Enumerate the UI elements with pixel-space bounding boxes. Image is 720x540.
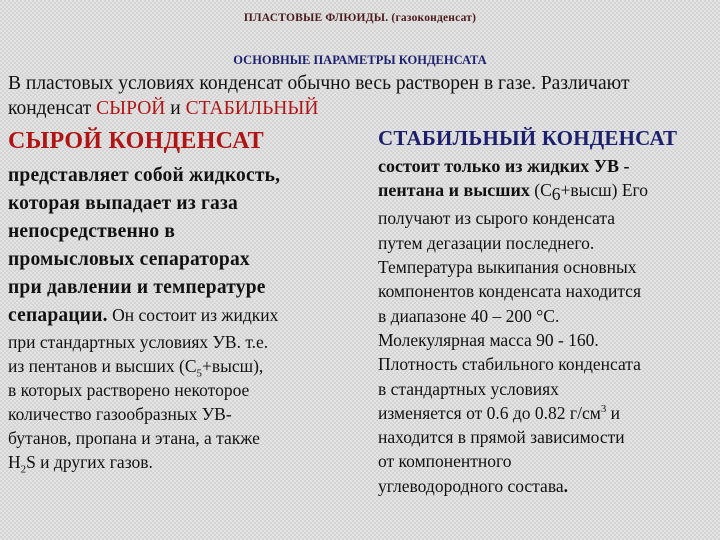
raw-bold-line: при давлении и температуре (8, 277, 266, 298)
raw-normal-start: Он состоит из жидких (107, 305, 279, 325)
raw-bold-line: промысловых сепараторах (8, 249, 250, 270)
stable-condensate-heading: СТАБИЛЬНЫЙ КОНДЕНСАТ (378, 126, 678, 150)
raw-h2s-sub: 2 (20, 463, 27, 476)
intro-raw-term: СЫРОЙ (96, 98, 166, 119)
stable-formula-sub: 6 (551, 184, 561, 205)
stable-line-degas: путем дегазации последнего. (378, 232, 595, 253)
raw-pentane-a: из пентанов и высших (С (8, 356, 197, 376)
raw-line-butane: бутанов, пропана и этана, а также (8, 428, 260, 448)
intro-stable-term: СТАБИЛЬНЫЙ (185, 98, 319, 119)
raw-bold-last: сепарации. (8, 305, 108, 326)
stable-varies-b: и (606, 402, 620, 423)
section-subtitle: ОСНОВНЫЕ ПАРАМЕТРЫ КОНДЕНСАТА (233, 53, 487, 67)
page-title: ПЛАСТОВЫЕ ФЛЮИДЫ. (газоконденсат) (243, 12, 477, 24)
raw-bold-line: которая выпадает из газа (8, 193, 238, 214)
intro-line-2 (8, 96, 716, 121)
stable-line-hc (378, 474, 718, 498)
stable-line-std: в стандартных условиях (378, 378, 559, 399)
stable-line-from: от компонентного (378, 451, 512, 472)
intro-prefix: конденсат (8, 98, 97, 119)
raw-line-dissolved: в которых растворено некоторое (8, 380, 250, 400)
stable-line-boiling: Температура выкипания основных (378, 257, 637, 278)
raw-bold-line: представляет собой жидкость, (8, 165, 281, 186)
stable-line-direct: находится в прямой зависимости (378, 427, 625, 448)
raw-pentane-b: +высш), (201, 356, 264, 376)
raw-line-amount: количество газообразных УВ- (8, 404, 232, 424)
raw-bold-line: непосредственно в (8, 221, 176, 242)
raw-h2s-a: H (8, 452, 21, 472)
raw-line-conditions: при стандартных условиях УВ. т.е. (8, 332, 269, 352)
raw-pentane-sub: 5 (196, 367, 202, 380)
raw-line-h2s (8, 450, 358, 474)
stable-varies-a: изменяется от 0.6 до 0.82 г/см (378, 402, 601, 423)
raw-condensate-text (8, 162, 358, 474)
stable-line-varies (378, 401, 718, 425)
raw-condensate-heading: СЫРОЙ КОНДЕНСАТ (8, 128, 264, 154)
stable-line-mass: Молекулярная масса 90 - 160. (378, 329, 599, 350)
stable-varies-sup: 3 (600, 403, 607, 416)
stable-formula-b: +высш) Его (560, 180, 649, 200)
intro-paragraph (8, 71, 716, 121)
stable-condensate-text (378, 154, 718, 498)
stable-line-range: в диапазоне 40 – 200 °С. (378, 305, 560, 326)
stable-line-components: компонентов конденсата находится (378, 281, 641, 302)
stable-hc-text: углеводородного состава (378, 475, 564, 496)
intro-and: и (165, 98, 186, 119)
stable-line-density: Плотность стабильного конденсата (378, 354, 641, 375)
stable-hc-end: . (563, 475, 568, 496)
raw-mixed-line (8, 302, 358, 330)
raw-line-pentane (8, 354, 358, 378)
stable-formula-a: (С (529, 180, 552, 200)
intro-line-1: В пластовых условиях конденсат обычно весь растворен в газе. Различают (8, 73, 630, 94)
raw-h2s-b: S и других газов. (26, 452, 153, 472)
stable-bold-line-2: пентана и высших (378, 180, 530, 200)
stable-bold-line-1: состоит только из жидких УВ - (378, 156, 630, 176)
stable-formula-line (378, 178, 718, 206)
stable-line-obtain: получают из сырого конденсата (378, 208, 616, 229)
